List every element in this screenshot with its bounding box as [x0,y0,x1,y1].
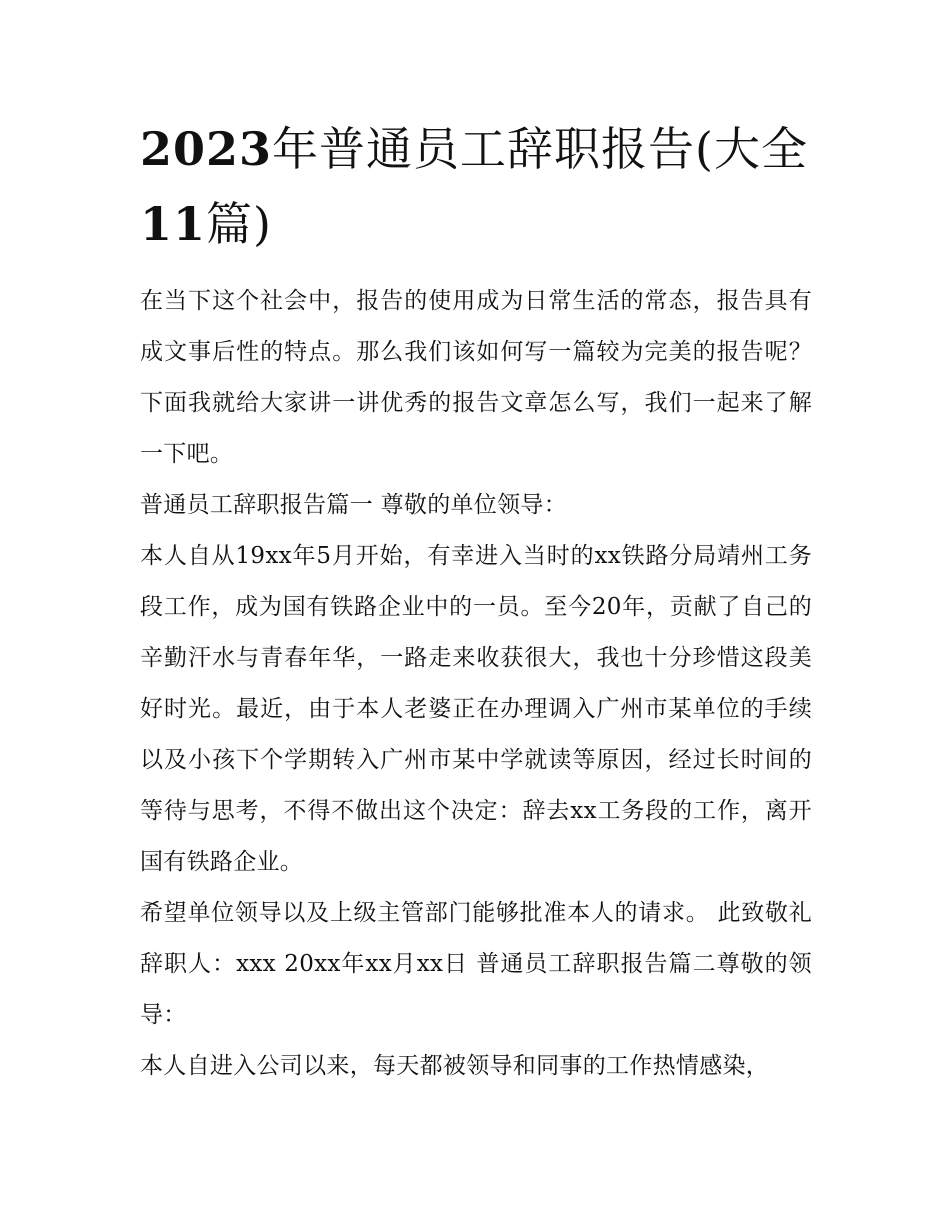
document-body [140,276,812,1092]
letter-one-closing: 希望单位领导以及上级主管部门能够批准本人的请求。 此致敬礼 辞职人：xxx 20xx年xx月xx日 普通员工辞职报告篇二尊敬的领导： [140,900,812,1028]
title-text-part2: 篇) [206,197,272,251]
letter-two-body: 本人自进入公司以来，每天都被领导和同事的工作热情感染， [140,1053,770,1079]
letter-one-heading: 普通员工辞职报告篇一 尊敬的单位领导： [140,492,568,518]
document-title [140,112,820,262]
title-text-part1: 年普通员工辞职报告(大全 [272,122,808,176]
intro-paragraph: 在当下这个社会中，报告的使用成为日常生活的常态，报告具有成文事后性的特点。那么我们该如何写一篇较为完美的报告呢？下面我就给大家讲一讲优秀的报告文章怎么写，我们一起来了解一下吧。 [140,288,812,467]
letter-one-body: 本人自从19xx年5月开始，有幸进入当时的xx铁路分局靖州工务段工作，成为国有铁路企业中的一员。至今20年，贡献了自己的辛勤汗水与青春年华，一路走来收获很大，我也十分珍惜这段美好时光。最近，由于本人老婆正在办理调入广州市某单位的手续以及小孩下个学期转入广州市某中学就读等原因，经过长时间的等待与思考，不得不做出这个决定：辞去xx工务段的工作，离开国有铁路企业。 [140,543,812,875]
title-count: 11 [140,197,207,251]
title-year: 2023 [140,122,273,176]
